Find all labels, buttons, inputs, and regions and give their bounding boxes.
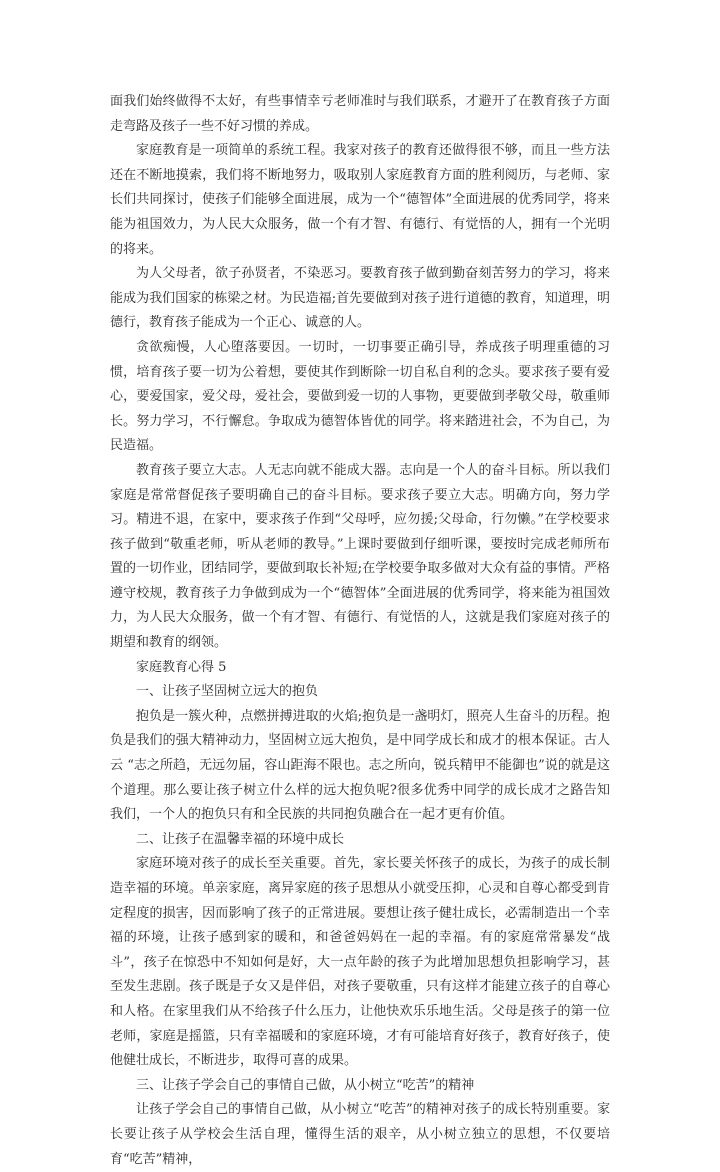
paragraph-family-education-system: 家庭教育是一项简单的系统工程。我家对孩子的教育还做得很不够，而且一些方法还在不断地摸索，我们将不断地努力，吸取别人家庭教育方面的胜利阅历，与老师、家长们共同探讨，使孩子们能够全面进展，成为一个“德智体”全面进展的优秀同学，将来能为祖国效力，为人民大众服务，做一个有才智、有德行、有觉悟的人，拥有一个光明的将来。	[110, 143, 610, 257]
heading-two: 二、让孩子在温馨幸福的环境中成长	[136, 831, 345, 847]
paragraph-parents-role: 为人父母者，欲子孙贤者，不染恶习。要教育孩子做到勤奋刻苦努力的学习，将来能成为我们国家的栋梁之材。为民造福;首先要做到对孩子进行道德的教育，知道理，明德行，教育孩子能成为一个正心、诚意的人。	[110, 266, 610, 331]
heading-three: 三、让孩子学会自己的事情自己做，从小树立“吃苦”的精神	[136, 1077, 475, 1093]
paragraph-continued: 面我们始终做得不太好，有些事情幸亏老师准时与我们联系，才避开了在教育孩子方面走弯路及孩子一些不好习惯的养成。	[110, 94, 610, 134]
document-body	[110, 90, 610, 1172]
paragraph-great-ambition: 教育孩子要立大志。人无志向就不能成大器。志向是一个人的奋斗目标。所以我们家庭是常常督促孩子要明确自己的奋斗目标。要求孩子要立大志。明确方向，努力学习。精进不退，在家中，要求孩子作到“父母呼，应勿援;父母命，行勿懒。”在学校要求孩子做到“敬重老师，听从老师的教导。”上课时要做到仔细听课，要按时完成老师所布置的一切作业，团结同学，要做到取长补短;在学校要争取多做对大众有益的事情。严格遵守校规，教育孩子力争做到成为一个“德智体”全面进展的优秀同学，将来能为祖国效力，为人民大众服务，做一个有才智、有德行、有觉悟的人，这就是我们家庭对孩子的期望和教育的纲领。	[110, 462, 610, 651]
paragraph-self-reliance: 让孩子学会自己的事情自己做，从小树立“吃苦”的精神对孩子的成长特别重要。家长要让孩子从学校会生活自理，懂得生活的艰辛，从小树立独立的思想，不仅要培育“吃苦”精神，	[110, 1102, 610, 1167]
paragraph-moral-guidance: 贪欲痴慢，人心堕落要因。一切时，一切事要正确引导，养成孩子明理重德的习惯，培育孩子要一切为公着想，要使其作到断除一切自私自利的念头。要求孩子要有爱心，要爱国家，爱父母，爱社会，要做到爱一切的人事物，更要做到孝敬父母，敬重师长。努力学习，不行懈怠。争取成为德智体皆优的同学。将来踏进社会，不为自己，为民造福。	[110, 339, 610, 454]
paragraph-ideals: 抱负是一簇火种，点燃拼搏进取的火焰;抱负是一盏明灯，照亮人生奋斗的历程。抱负是我们的强大精神动力，坚固树立远大抱负，是中同学成长和成才的根本保证。古人云 “志之所趋，无远勿届，容山距海不限也。志之所向，锐兵精甲不能御也”说的就是这个道理。那么要让孩子树立什么样的远大抱负呢?很多优秀中同学的成长成才之路告知我们，一个人的抱负只有和全民族的共同抱负融合在一起才更有价值。	[110, 708, 610, 823]
section-title: 家庭教育心得 5	[136, 659, 227, 675]
paragraph-family-environment: 家庭环境对孩子的成长至关重要。首先，家长要关怀孩子的成长，为孩子的成长制造幸福的环境。单亲家庭，离异家庭的孩子思想从小就受压抑，心灵和自尊心都受到肯定程度的损害，因而影响了孩子的正常进展。要想让孩子健壮成长，必需制造出一个幸福的环境，让孩子感到家的暖和，和爸爸妈妈在一起的幸福。有的家庭常常暴发“战斗”，孩子在惊恐中不知如何是好，大一点年龄的孩子为此增加思想负担影响学习，甚至发生悲剧。孩子既是子女又是伴侣，对孩子要敬重，只有这样才能建立孩子的自尊心和人格。在家里我们从不给孩子什么压力，让他快欢乐乐地生活。父母是孩子的第一位老师，家庭是摇篮，只有幸福暖和的家庭环境，才有可能培育好孩子，教育好孩子，使他健壮成长，不断进步，取得可喜的成果。	[110, 856, 610, 1069]
heading-one: 一、让孩子坚固树立远大的抱负	[136, 684, 319, 700]
